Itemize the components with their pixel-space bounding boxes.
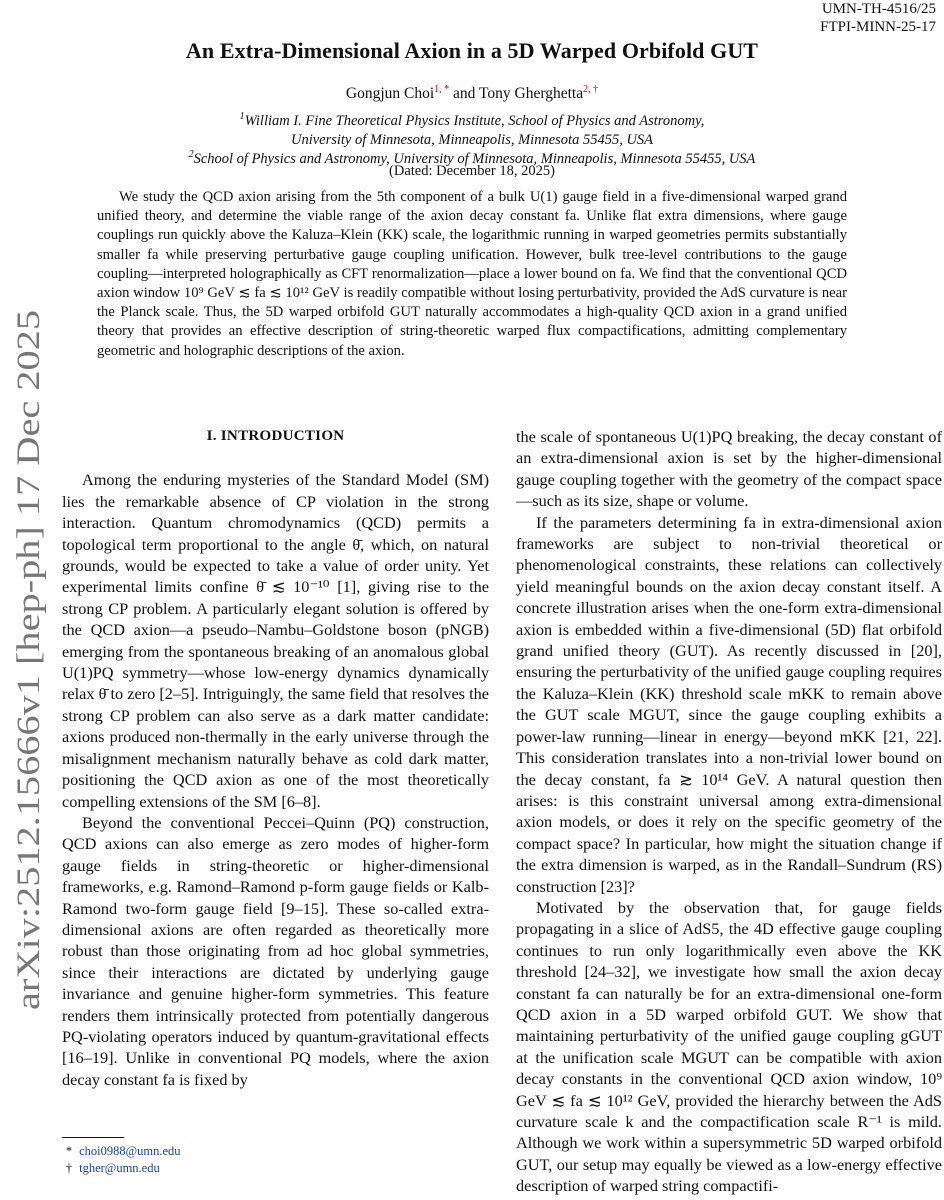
date-line: (Dated: December 18, 2025) [389,163,555,179]
author-conjunction: and [453,85,476,102]
intro-paragraph-3: the scale of spontaneous U(1)PQ breaking, the decay constant of an extra-dimensional axion is set by the higher-dimensional gauge coupling together with the geometry of the compact space—such as its size, shape or volume. [516,427,942,511]
footnotes [62,1143,181,1177]
intro-paragraph-1: Among the enduring mysteries of the Standard Model (SM) lies the remarkable absence of CP violation in the strong interaction. Quantum chromodynamics (QCD) permits a topological term proportional to the angle θ̄, which, on natural grounds, would be expected to take a value of order unity. Yet experimental limits confine θ̄ ≲ 10⁻¹⁰ [1], giving rise to the strong CP problem. A particularly elegant solution is offered by the QCD axion—a pseudo–Nambu–Goldstone boson (pNGB) emerging from the spontaneous breaking of an anomalous global U(1)PQ symmetry—whose low-energy dynamics dynamically relax θ̄ to zero [2–5]. Intriguingly, the same field that resolves the strong CP problem can also serve as a dark matter candidate: axions produced non-thermally in the early universe through the misalignment mechanism naturally behave as cold dark matter, positioning the QCD axion as one of the most theoretically compelling extensions of the SM [6–8]. [62,470,489,811]
email-link-2[interactable]: tgher@umn.edu [79,1161,160,1175]
report-numbers [820,0,936,36]
author-list [0,84,944,103]
affiliation-1-line-2: University of Minnesota, Minneapolis, Minnesota 55455, USA [290,132,654,148]
report-number-2: FTPI-MINN-25-17 [820,19,936,35]
footnote-2 [62,1160,181,1177]
left-column [62,426,489,1090]
author-2-marks: 2, † [583,84,599,95]
affiliation-1-number: 1 [239,111,245,122]
footnote-1-mark: * [65,1144,73,1158]
author-1-marks: 1, * [434,84,450,95]
paper-title: An Extra-Dimensional Axion in a 5D Warped Orbifold GUT [185,38,759,63]
affiliation-2-line: School of Physics and Astronomy, University of Minnesota, Minneapolis, Minnesota 55455, USA [193,151,756,167]
abstract: We study the QCD axion arising from the 5th component of a bulk U(1) gauge field in a five-dimensional warped grand unified theory, and determine the viable range of the axion decay constant fa. Unlike flat extra dimensions, where gauge couplings run quickly above the Kaluza–Klein (KK) scale, the logarithmic running in warped geometries permits substantially smaller fa while preserving perturbative gauge coupling unification. However, bulk tree-level contributions to the gauge coupling—interpreted holographically as CFT renormalization—place a lower bound on fa. We find that the conventional QCD axion window 10⁹ GeV ≲ fa ≲ 10¹² GeV is readily compatible without losing perturbativity, provided the AdS curvature is near the Planck scale. Thus, the 5D warped orbifold GUT naturally accommodates a high-quality QCD axion in a grand unified theory that provides an effective description of string-theoretic warped flux compactifications, admitting complementary geometric and holographic descriptions of the axion. [97,189,847,359]
section-heading: I. INTRODUCTION [206,428,345,444]
intro-paragraph-4: If the parameters determining fa in extra-dimensional axion frameworks are subject to non-trivial theoretical or phenomenological constraints, these relations can collectively yield meaningful bounds on the axion decay constant itself. A concrete illustration arises when the one-form extra-dimensional axion is embedded within a five-dimensional (5D) flat orbifold grand unified theory (GUT). As recently discussed in [20], ensuring the perturbativity of the unified gauge coupling requires the Kaluza–Klein (KK) threshold scale mKK to remain above the GUT scale MGUT, since the gauge coupling exhibits a power-law running—linear in energy—beyond mKK [21, 22]. This consideration translates into a non-trivial lower bound on the decay constant, fa ≳ 10¹⁴ GeV. A natural question then arises: is this constraint universal among extra-dimensional axion models, or does it rely on the specific geometry of the compact space? In particular, how might the situation change if the extra dimension is warped, as in the Randall–Sundrum (RS) construction [23]? [516,512,942,896]
author-name-1: Gongjun Choi [345,85,435,102]
affiliation-1 [0,107,944,150]
affiliation-1-line-1: William I. Fine Theoretical Physics Institute, School of Physics and Astronomy, [244,113,705,129]
footnote-1 [62,1143,181,1160]
author-name-2: Tony Gherghetta [479,85,584,102]
footnote-2-mark: † [65,1161,73,1175]
footnote-rule [62,1137,124,1138]
affiliation-2-number: 2 [188,149,194,160]
arxiv-identifier [6,310,50,1010]
arxiv-identifier-text: arXiv:2512.15666v1 [hep-ph] 17 Dec 2025 [11,437,47,1010]
right-column [516,426,942,1197]
report-number-1: UMN-TH-4516/25 [821,1,936,17]
intro-paragraph-2: Beyond the conventional Peccei–Quinn (PQ) construction, QCD axions can also emerge as zero modes of higher-form gauge fields in string-theoretic or higher-dimensional frameworks, e.g. Ramond–Ramond p-form gauge fields or Kalb-Ramond two-form gauge field [9–15]. These so-called extra-dimensional axions are often regarded as theoretically more robust than those originating from ad hoc global symmetries, since their interactions are dictated by underlying gauge invariance and genuine higher-form symmetries. This feature renders them intrinsically protected from potentially dangerous PQ-violating operators induced by quantum-gravitational effects [16–19]. Unlike in conventional PQ models, where the axion decay constant fa is fixed by [62,812,489,1089]
intro-paragraph-5: Motivated by the observation that, for gauge fields propagating in a slice of AdS5, the 4D effective gauge coupling continues to run only logarithmically even above the KK threshold [24–32], we investigate how small the axion decay constant fa can naturally be for an extra-dimensional one-form QCD axion in a 5D warped orbifold GUT. We show that maintaining perturbativity of the unified gauge coupling gGUT at the unification scale MGUT can be compatible with axion decay constants in the conventional QCD axion window, 10⁹ GeV ≲ fa ≲ 10¹² GeV, provided the hierarchy between the AdS curvature scale k and the compactification scale R⁻¹ is mild. Although we work within a supersymmetric 5D warped orbifold GUT, our setup may equally be viewed as a low-energy effective description of warped string compactifi- [516,897,942,1196]
email-link-1[interactable]: choi0988@umn.edu [79,1144,181,1158]
arxiv-identifier-svg [6,310,50,1010]
